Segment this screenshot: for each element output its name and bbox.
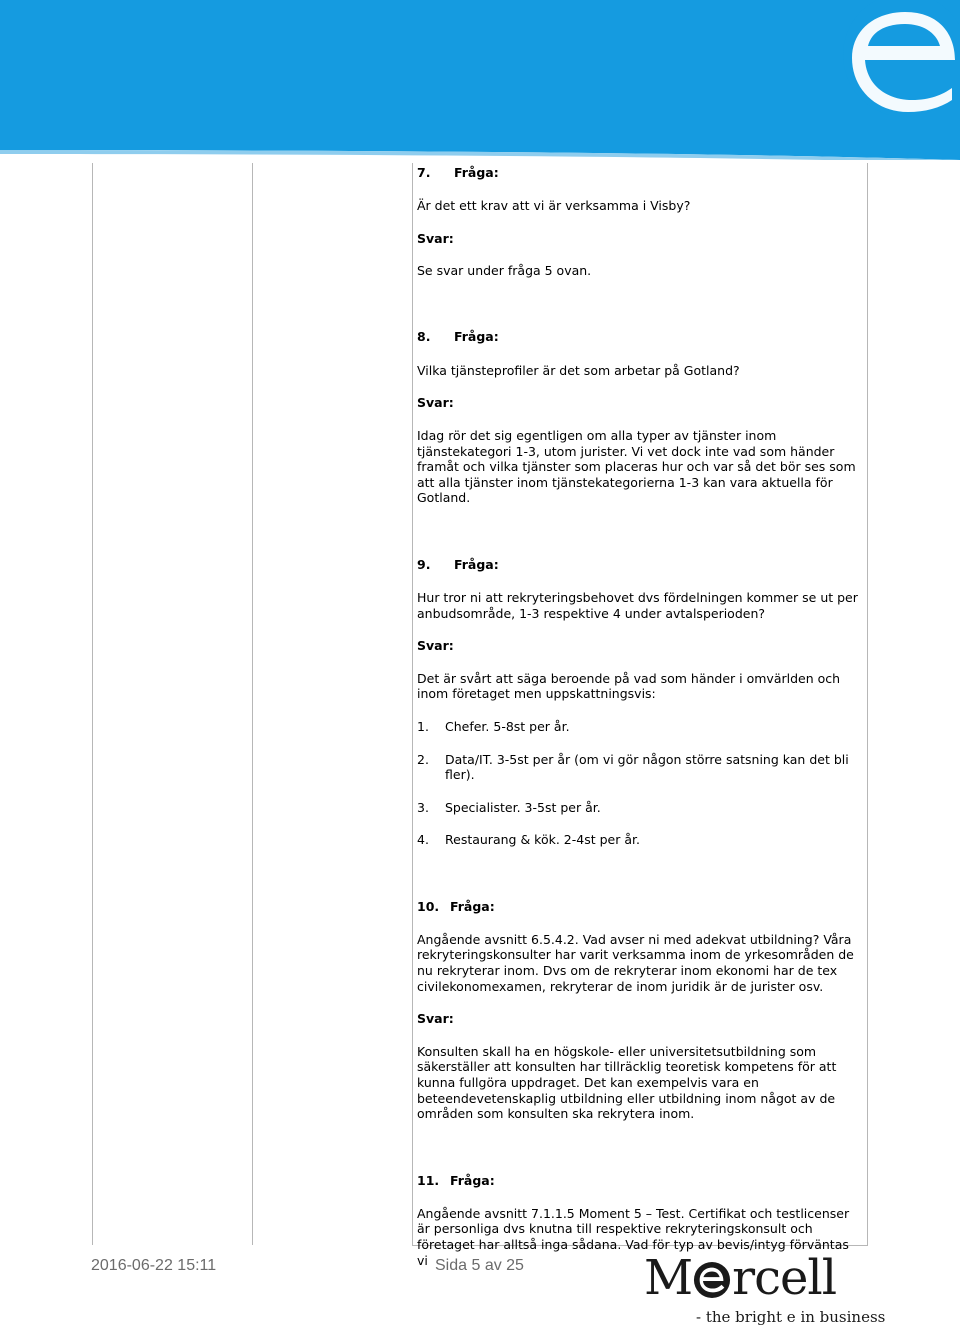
answer-text: Se svar under fråga 5 ovan. xyxy=(417,263,592,279)
question-text: Angående avsnitt 6.5.4.2. Vad avser ni med adekvat utbildning? Våra rekryteringskonsulter har varit verksamma inom de yrkesområden de nu rekryterar inom. Dvs om de rekryterar inom ekonomi har de tex civilekonomexamen, rekryterar de inom juridik är de jurister osv. xyxy=(417,931,854,994)
answer-label: Svar: xyxy=(417,230,454,246)
table-border-col3 xyxy=(412,163,413,1245)
list-text: Restaurang & kök. 2-4st per år. xyxy=(445,832,640,848)
list-item xyxy=(417,800,863,816)
list-number: 1. xyxy=(417,718,429,734)
question-number: 7. xyxy=(417,164,431,180)
question-label: Fråga: xyxy=(450,898,495,914)
logo-letter-m: M xyxy=(644,1250,693,1306)
answer-label: Svar: xyxy=(417,395,454,411)
list-text: Chefer. 5-8st per år. xyxy=(445,718,570,734)
question-text: Vilka tjänsteprofiler är det som arbetar på Gotland? xyxy=(417,362,740,378)
list-text: Specialister. 3-5st per år. xyxy=(445,799,601,815)
question-text: Hur tror ni att rekryteringsbehovet dvs fördelningen kommer se ut per anbudsområde, 1-3 respektive 4 under avtalsperioden? xyxy=(417,589,858,621)
footer-date: 2016-06-22 15:11 xyxy=(91,1257,217,1274)
logo-letters-rcell: rcell xyxy=(732,1250,837,1306)
table-border-right xyxy=(867,163,868,1245)
question-heading xyxy=(417,164,863,181)
question-heading xyxy=(417,556,863,573)
answer-text: Konsulten skall ha en högskole- eller universitetsutbildning som säkerställer att konsulten har tillräcklig teoretisk kompetens för att kunna fullgöra uppdraget. Det kan exempelvis vara en beteendevetenskaplig utbildning eller utbildning inom något av de områden som konsulten ska rekrytera inom. xyxy=(417,1043,837,1122)
header-banner xyxy=(0,0,960,160)
question-number: 9. xyxy=(417,556,431,572)
list-item xyxy=(417,719,863,735)
question-text: Angående avsnitt 7.1.1.5 Moment 5 – Test. Certifikat och testlicenser är personliga dvs knutna till respektive rekryteringskonsult och företaget har alltså inga sådana. Vad för typ av bevis/intyg förväntas vi xyxy=(417,1205,850,1268)
company-logo xyxy=(640,1250,886,1329)
question-number: 11. xyxy=(417,1172,440,1188)
table-border-left xyxy=(92,163,93,1245)
list-item xyxy=(417,752,863,783)
list-number: 3. xyxy=(417,799,429,815)
question-text: Är det ett krav att vi är verksamma i Visby? xyxy=(417,198,691,213)
footer-page-number: Sida 5 av 25 xyxy=(435,1257,524,1274)
brand-e-icon xyxy=(0,0,960,160)
list-item xyxy=(417,832,863,848)
question-label: Fråga: xyxy=(454,164,499,180)
list-text: Data/IT. 3-5st per år (om vi gör någon större satsning kan det bli fler). xyxy=(445,751,849,783)
list-number: 4. xyxy=(417,832,429,848)
question-number: 8. xyxy=(417,329,431,345)
logo-wordmark xyxy=(644,1252,836,1304)
question-heading xyxy=(417,898,863,915)
qa-content xyxy=(417,164,863,1268)
logo-e-icon xyxy=(693,1260,731,1300)
question-heading xyxy=(417,329,863,346)
question-heading xyxy=(417,1172,863,1189)
list-number: 2. xyxy=(417,751,429,767)
logo-tagline: - the bright e in business xyxy=(696,1308,886,1326)
question-label: Fråga: xyxy=(454,556,499,572)
answer-text: Det är svårt att säga beroende på vad som händer i omvärlden och inom företaget men uppskattningsvis: xyxy=(417,670,841,702)
answer-text: Idag rör det sig egentligen om alla typer av tjänster inom tjänstekategori 1-3, utom jurister. Vi vet dock inte vad som händer framåt och vilka tjänster som placeras hur och var så det bör ses som att alla tjänster inom tjänstekategorierna 1-3 kan vara aktuella för Gotland. xyxy=(417,427,856,506)
table-border-col2 xyxy=(252,163,253,1245)
question-label: Fråga: xyxy=(454,329,499,345)
question-number: 10. xyxy=(417,898,440,914)
answer-label: Svar: xyxy=(417,1011,454,1027)
question-label: Fråga: xyxy=(450,1172,495,1188)
answer-label: Svar: xyxy=(417,638,454,654)
